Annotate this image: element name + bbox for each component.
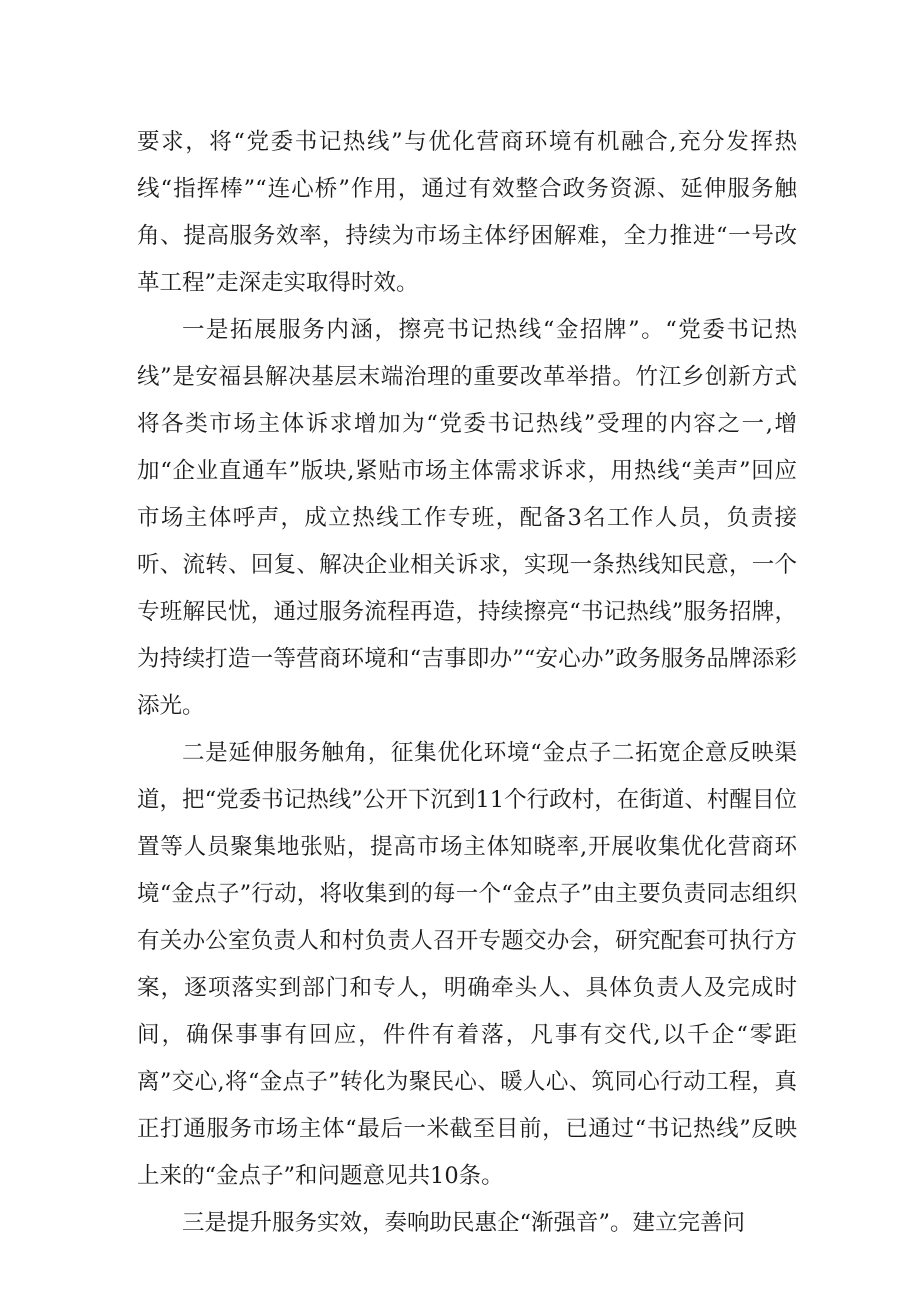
paragraph-1: 要求，将“党委书记热线”与优化营商环境有机融合,充分发挥热线“指挥棒”“连心桥”作用，通过有效整合政务资源、延伸服务触角、提高服务效率，持续为市场主体纾困解难，全力推进“一号改革工程”走深走实取得时效。: [137, 129, 797, 296]
paragraph-3: 二是延伸服务触角，征集优化环境“金点子二拓宽企意反映渠道，把“党委书记热线”公开下沉到11个行政村，在街道、村醒目位置等人员聚集地张贴，提高市场主体知晓率,开展收集优化营商环境“金点子”行动，将收集到的每一个“金点子”由主要负责同志组织有关办公室负责人和村负责人召开专题交办会，研究配套可执行方案，逐项落实到部门和专人，明确牵头人、具体负责人及完成时间，确保事事有回应，件件有着落，凡事有交代,以千企“零距离”交心,将“金点子”转化为聚民心、暖人心、筑同心行动工程，真正打通服务市场主体“最后一米截至目前，已通过“书记热线”反映上来的“金点子”和问题意见共10条。: [137, 740, 797, 1189]
paragraph-2: 一是拓展服务内涵，擦亮书记热线“金招牌”。“党委书记热线”是安福县解决基层末端治理的重要改革举措。竹江乡创新方式将各类市场主体诉求增加为“党委书记热线”受理的内容之一,增加“企业直通车”版块,紧贴市场主体需求诉求，用热线“美声”回应市场主体呼声，成立热线工作专班，配备3名工作人员，负责接听、流转、回复、解决企业相关诉求，实现一条热线知民意，一个专班解民忧，通过服务流程再造，持续擦亮“书记热线”服务招牌，为持续打造一等营商环境和“吉事即办”“安心办”政务服务品牌添彩添光。: [137, 317, 797, 719]
paragraph-4: 三是提升服务实效，奏响助民惠企“渐强音”。建立完善问: [182, 1210, 746, 1236]
document-body: [137, 119, 797, 1247]
